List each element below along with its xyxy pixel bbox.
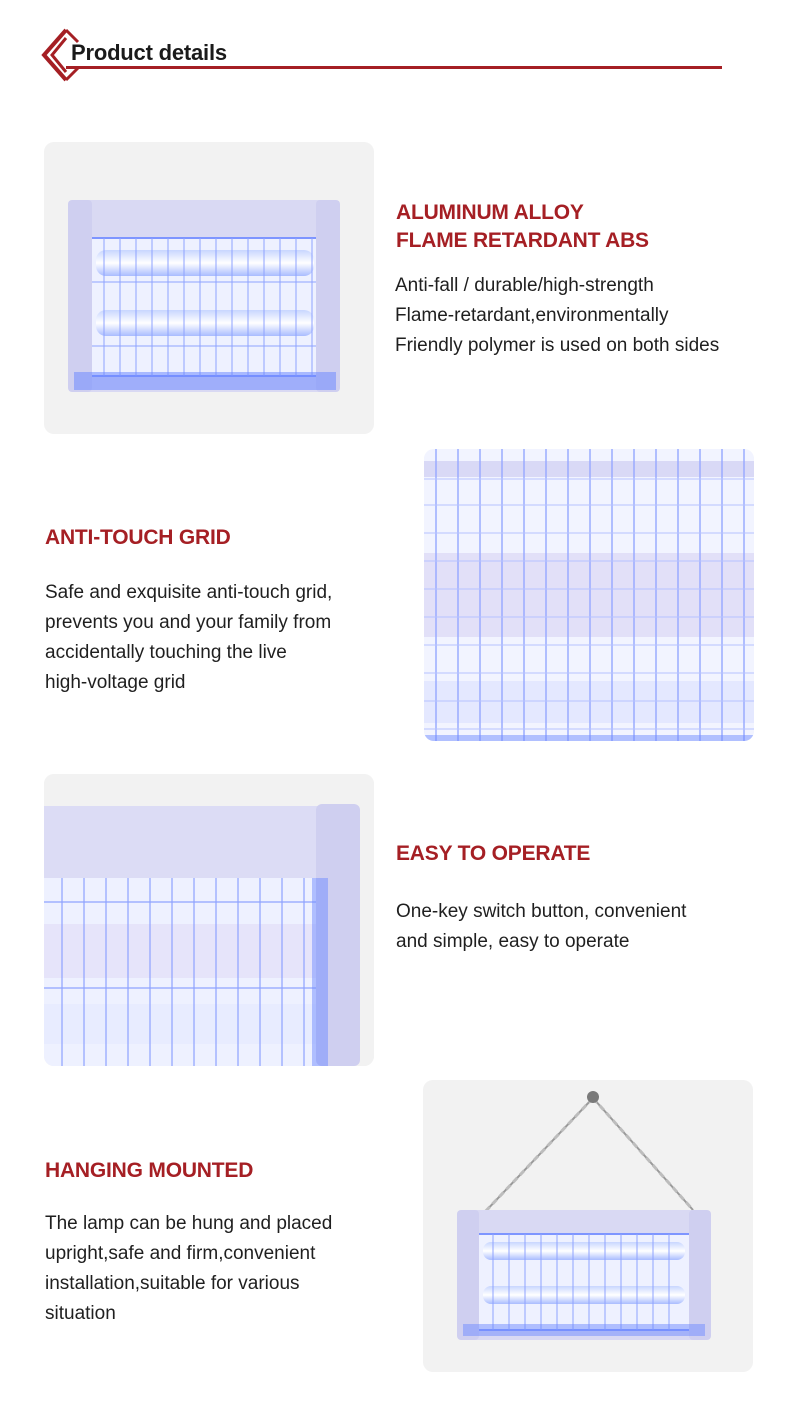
feature-desc-aluminum: Anti-fall / durable/high-strength Flame-retardant,environmentally Friendly polymer is used on both sides xyxy=(395,275,720,356)
feature-title-grid: ANTI-TOUCH GRID xyxy=(45,526,231,549)
grid-closeup-image xyxy=(424,449,754,741)
section-header xyxy=(38,26,722,86)
feature-title-aluminum: ALUMINUM ALLOY FLAME RETARDANT ABS xyxy=(396,201,649,252)
feature-desc-hanging: The lamp can be hung and placed upright,safe and firm,convenient installation,suitable for various situation xyxy=(45,1213,333,1324)
side-panel-closeup-image xyxy=(44,774,374,1066)
page-title: Product details xyxy=(71,40,227,65)
hanging-lamp-image xyxy=(423,1080,753,1372)
feature-desc-grid: Safe and exquisite anti-touch grid, prevents you and your family from accidentally touching the live high-voltage grid xyxy=(45,582,333,693)
header-divider xyxy=(66,66,722,69)
feature-title-operate: EASY TO OPERATE xyxy=(396,842,591,865)
feature-desc-operate: One-key switch button, convenient and simple, easy to operate xyxy=(396,901,687,952)
feature-title-hanging: HANGING MOUNTED xyxy=(45,1159,254,1182)
bug-zapper-front-image xyxy=(44,142,374,434)
